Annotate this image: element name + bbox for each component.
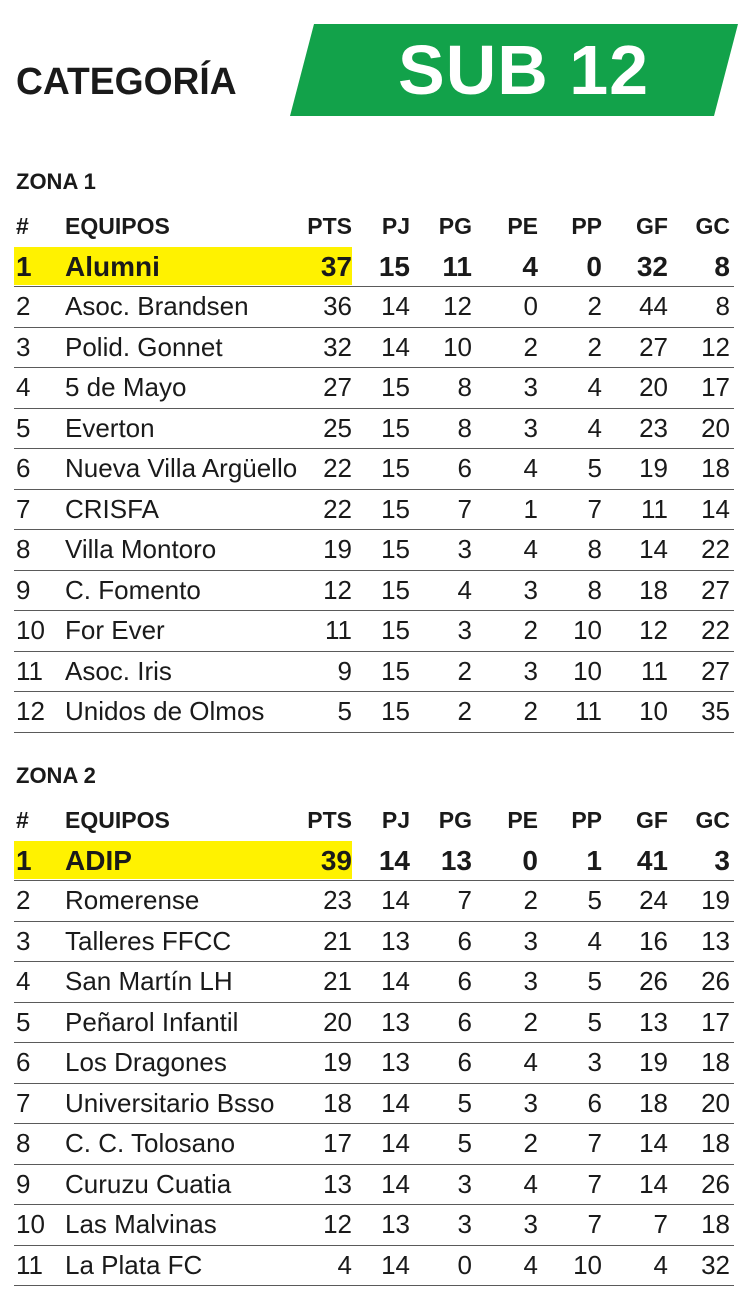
cell-position: 11 [16,655,43,686]
cell-goals-for: 27 [639,331,668,362]
cell-won: 2 [457,696,472,726]
cell-won: 6 [457,453,472,483]
cell-points: 36 [323,291,352,321]
cell-played: 14 [381,1128,410,1158]
cell-lost: 10 [573,1249,602,1280]
table-row [14,490,734,531]
cell-drawn: 4 [523,1047,538,1077]
category-label: CATEGORÍA [16,61,237,103]
table-row [14,1003,734,1044]
cell-drawn: 3 [523,372,538,402]
cell-team: 5 de Mayo [65,372,187,402]
cell-played: 13 [381,1006,410,1037]
column-header-position: # [16,213,29,239]
cell-won: 10 [443,331,472,362]
cell-won: 3 [457,1168,472,1199]
table-row [14,1205,734,1246]
column-header-goals-for: GF [636,213,668,239]
cell-goals-for: 41 [636,844,668,876]
cell-played: 15 [381,574,410,605]
cell-points: 9 [337,655,352,686]
cell-drawn: 3 [523,574,538,605]
cell-points: 12 [323,574,352,605]
table-header-row [14,207,734,247]
table-row [14,571,734,612]
cell-won: 5 [457,1128,472,1158]
page-header [0,0,750,130]
cell-goals-for: 20 [639,372,668,402]
cell-drawn: 0 [523,291,538,321]
cell-position: 9 [16,574,31,605]
cell-drawn: 3 [523,1087,538,1118]
cell-won: 13 [440,844,472,876]
cell-won: 6 [457,1006,472,1037]
cell-lost: 1 [586,844,602,876]
cell-goals-for: 44 [639,291,668,321]
cell-team: C. Fomento [65,574,201,605]
leader-row [14,247,734,288]
cell-team: Curuzu Cuatia [65,1168,232,1199]
cell-goals-for: 14 [639,1128,668,1158]
cell-team: San Martín LH [65,966,233,996]
cell-played: 14 [378,844,410,876]
cell-goals-against: 13 [701,925,730,956]
cell-won: 7 [457,885,472,915]
cell-goals-for: 11 [641,493,668,524]
column-header-played: PJ [381,807,410,833]
cell-position: 3 [16,925,31,956]
cell-points: 19 [323,1047,352,1077]
cell-points: 20 [323,1006,352,1037]
cell-won: 0 [457,1249,472,1280]
cell-points: 22 [323,493,352,524]
column-header-team: EQUIPOS [65,807,170,833]
cell-position: 6 [16,1047,31,1077]
cell-goals-for: 23 [639,412,668,443]
cell-lost: 8 [587,534,602,564]
cell-position: 7 [16,1087,31,1118]
cell-team: Asoc. Iris [65,655,172,686]
cell-played: 15 [381,655,410,686]
cell-played: 14 [381,885,410,915]
cell-drawn: 1 [523,493,538,524]
cell-goals-against: 18 [701,1047,730,1077]
table-row [14,409,734,450]
cell-played: 14 [381,1168,410,1199]
cell-position: 5 [16,412,31,443]
cell-points: 27 [323,372,352,402]
column-header-lost: PP [571,213,602,239]
cell-team: C. C. Tolosano [65,1128,236,1158]
cell-goals-for: 19 [639,1047,668,1077]
cell-points: 12 [323,1209,352,1239]
cell-lost: 5 [587,885,602,915]
cell-played: 15 [381,412,410,443]
cell-lost: 0 [586,250,602,282]
cell-goals-against: 32 [701,1249,730,1280]
cell-drawn: 4 [523,1249,538,1280]
cell-won: 6 [457,925,472,956]
cell-position: 10 [16,1209,45,1239]
cell-lost: 5 [587,1006,602,1037]
zone-1-standings-table [14,207,734,733]
zone-2-standings-table [14,801,734,1286]
table-row [14,611,734,652]
column-header-won: PG [438,213,472,239]
column-header-goals-against: GC [695,213,730,239]
cell-team: Las Malvinas [65,1209,217,1239]
cell-points: 23 [323,885,352,915]
table-header-row [14,801,734,841]
cell-goals-for: 7 [653,1209,668,1239]
cell-drawn: 2 [523,1006,538,1037]
cell-goals-against: 8 [714,250,730,282]
table-row [14,922,734,963]
cell-won: 6 [457,1047,472,1077]
cell-won: 4 [457,574,472,605]
cell-goals-against: 12 [701,331,730,362]
cell-points: 19 [323,534,352,564]
cell-lost: 3 [587,1047,602,1077]
table-row [14,1165,734,1206]
cell-drawn: 3 [523,966,538,996]
cell-played: 13 [381,1209,410,1239]
cell-won: 8 [457,372,472,402]
cell-goals-against: 27 [701,655,730,686]
column-header-goals-against: GC [695,807,730,833]
cell-team: CRISFA [65,493,159,524]
cell-team: Talleres FFCC [65,925,232,956]
cell-won: 7 [457,493,472,524]
column-header-drawn: PE [507,213,538,239]
division-title: SUB 12 [398,31,650,109]
cell-won: 3 [457,615,472,645]
cell-points: 21 [323,925,352,956]
cell-won: 12 [443,291,472,321]
cell-team: La Plata FC [65,1249,203,1280]
table-row [14,1246,734,1287]
cell-drawn: 2 [523,615,538,645]
cell-lost: 11 [575,696,602,726]
table-row [14,1124,734,1165]
cell-goals-against: 8 [715,291,730,321]
cell-team: Polid. Gonnet [65,331,223,362]
column-header-won: PG [438,807,472,833]
column-header-team: EQUIPOS [65,213,170,239]
cell-lost: 4 [587,925,602,956]
cell-goals-for: 13 [639,1006,668,1037]
cell-lost: 7 [587,1209,602,1239]
column-header-points: PTS [307,213,352,239]
cell-team: Villa Montoro [65,534,217,564]
cell-points: 32 [323,331,352,362]
table-row [14,449,734,490]
cell-points: 4 [337,1249,352,1280]
cell-lost: 7 [587,1168,602,1199]
cell-goals-against: 27 [701,574,730,605]
cell-drawn: 4 [523,453,538,483]
cell-lost: 7 [587,1128,602,1158]
table-row [14,287,734,328]
cell-points: 5 [337,696,352,726]
cell-team: For Ever [65,615,165,645]
cell-position: 4 [16,372,31,402]
cell-goals-for: 19 [639,453,668,483]
cell-points: 37 [320,250,352,282]
cell-position: 4 [16,966,31,996]
zone-1-title: ZONA 1 [16,169,96,194]
table-row [14,692,734,733]
cell-played: 14 [381,1249,410,1280]
cell-goals-against: 22 [701,615,730,645]
cell-played: 15 [381,534,410,564]
cell-points: 25 [323,412,352,443]
cell-goals-for: 10 [639,696,668,726]
cell-team: Alumni [65,250,160,282]
cell-goals-against: 20 [701,412,730,443]
cell-lost: 4 [587,372,602,402]
cell-points: 22 [323,453,352,483]
cell-goals-for: 18 [639,1087,668,1118]
cell-position: 8 [16,1128,31,1158]
cell-played: 13 [381,925,410,956]
cell-played: 15 [381,453,410,483]
cell-won: 11 [442,250,472,282]
cell-position: 1 [16,250,32,282]
cell-drawn: 2 [523,1128,538,1158]
cell-position: 2 [16,291,31,321]
cell-played: 15 [378,250,410,282]
cell-goals-against: 18 [701,1128,730,1158]
cell-team: Los Dragones [65,1047,227,1077]
cell-lost: 5 [587,453,602,483]
table-row [14,530,734,571]
cell-goals-against: 20 [701,1087,730,1118]
cell-goals-against: 17 [701,372,730,402]
cell-played: 14 [381,966,410,996]
cell-goals-for: 18 [639,574,668,605]
cell-lost: 7 [587,493,602,524]
cell-won: 2 [457,655,472,686]
cell-goals-for: 14 [639,534,668,564]
cell-position: 5 [16,1006,31,1037]
cell-played: 15 [381,615,410,645]
table-row [14,1043,734,1084]
cell-goals-against: 35 [701,696,730,726]
cell-won: 3 [457,1209,472,1239]
cell-goals-for: 26 [639,966,668,996]
cell-played: 14 [381,1087,410,1118]
cell-team: Peñarol Infantil [65,1006,239,1037]
cell-drawn: 2 [523,331,538,362]
cell-team: Asoc. Brandsen [65,291,249,321]
cell-team: ADIP [65,844,132,876]
cell-drawn: 4 [523,1168,538,1199]
cell-position: 10 [16,615,45,645]
cell-played: 14 [381,331,410,362]
cell-goals-against: 3 [714,844,730,876]
cell-position: 3 [16,331,31,362]
cell-goals-against: 26 [701,966,730,996]
cell-drawn: 4 [523,534,538,564]
cell-goals-against: 26 [701,1168,730,1199]
cell-drawn: 0 [522,844,538,876]
cell-position: 8 [16,534,31,564]
cell-drawn: 3 [523,412,538,443]
cell-lost: 2 [587,291,602,321]
column-header-goals-for: GF [636,807,668,833]
cell-won: 3 [457,534,472,564]
cell-goals-for: 11 [641,655,668,686]
cell-points: 11 [325,615,352,645]
table-row [14,368,734,409]
cell-played: 15 [381,493,410,524]
column-header-played: PJ [381,213,410,239]
cell-goals-for: 32 [636,250,668,282]
cell-goals-against: 18 [701,453,730,483]
cell-played: 15 [381,372,410,402]
cell-team: Everton [65,412,155,443]
table-row [14,652,734,693]
cell-position: 1 [16,844,32,876]
cell-goals-for: 4 [653,1249,668,1280]
cell-team: Universitario Bsso [65,1087,275,1118]
table-row [14,962,734,1003]
cell-goals-against: 19 [701,885,730,915]
cell-drawn: 2 [523,885,538,915]
column-header-lost: PP [571,807,602,833]
cell-played: 15 [381,696,410,726]
cell-points: 17 [323,1128,352,1158]
cell-team: Nueva Villa Argüello [65,453,298,483]
cell-drawn: 2 [523,696,538,726]
cell-drawn: 4 [522,250,538,282]
table-row [14,1084,734,1125]
cell-lost: 5 [587,966,602,996]
cell-drawn: 3 [523,655,538,686]
cell-lost: 2 [587,331,602,362]
table-row [14,881,734,922]
cell-won: 5 [457,1087,472,1118]
cell-goals-against: 22 [701,534,730,564]
column-header-points: PTS [307,807,352,833]
cell-won: 6 [457,966,472,996]
cell-lost: 10 [573,655,602,686]
cell-won: 8 [457,412,472,443]
cell-goals-for: 24 [639,885,668,915]
cell-position: 9 [16,1168,31,1199]
zone-2-title: ZONA 2 [16,763,96,788]
cell-lost: 10 [573,615,602,645]
cell-points: 13 [323,1168,352,1199]
cell-goals-for: 12 [639,615,668,645]
cell-played: 13 [381,1047,410,1077]
cell-position: 11 [16,1249,43,1280]
cell-points: 18 [323,1087,352,1118]
cell-position: 6 [16,453,31,483]
cell-position: 12 [16,696,45,726]
cell-position: 2 [16,885,31,915]
cell-points: 21 [323,966,352,996]
cell-goals-against: 18 [701,1209,730,1239]
cell-points: 39 [320,844,352,876]
cell-drawn: 3 [523,925,538,956]
cell-goals-for: 16 [639,925,668,956]
cell-team: Romerense [65,885,200,915]
cell-lost: 6 [587,1087,602,1118]
cell-lost: 4 [587,412,602,443]
cell-played: 14 [381,291,410,321]
cell-drawn: 3 [523,1209,538,1239]
cell-position: 7 [16,493,31,524]
leader-row [14,841,734,882]
column-header-position: # [16,807,29,833]
cell-goals-against: 14 [701,493,730,524]
table-row [14,328,734,369]
column-header-drawn: PE [507,807,538,833]
cell-goals-against: 17 [701,1006,730,1037]
cell-team: Unidos de Olmos [65,696,265,726]
cell-goals-for: 14 [639,1168,668,1199]
cell-lost: 8 [587,574,602,605]
